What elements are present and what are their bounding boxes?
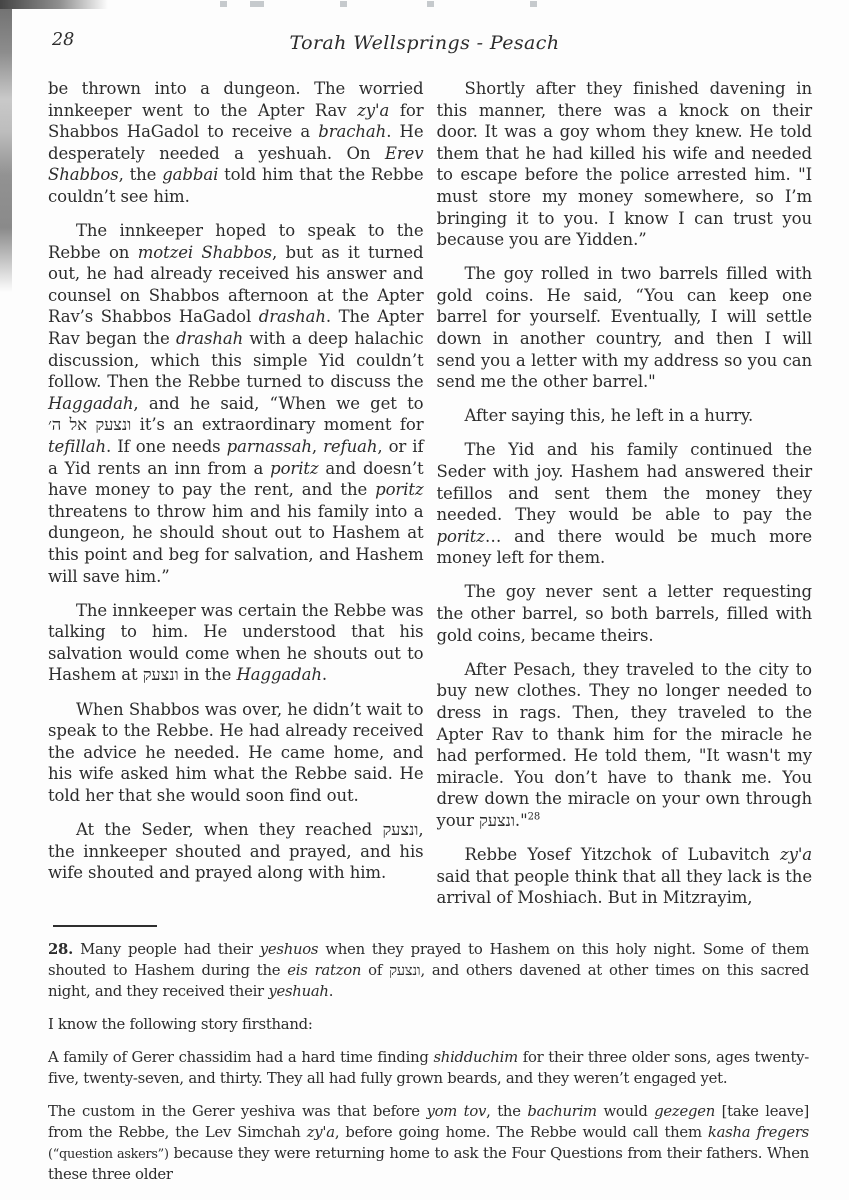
- hebrew-phrase: ונצעק: [382, 820, 419, 839]
- page-number: 28: [52, 30, 75, 50]
- paragraph: The innkeeper was certain the Rebbe was talking to him. He understood that his salvation would come when he shouts out to Hashem at ונצעק in the Haggadah.: [48, 600, 424, 685]
- page-title: Torah Wellsprings - Pesach: [289, 32, 560, 54]
- hebrew-phrase: ונצעק: [389, 962, 421, 980]
- footnote-reference: 28: [527, 811, 541, 823]
- paragraph: The Yid and his family continued the Seder with joy. Hashem had answered their tefillos and sent them the money they needed. They would be able to pay the poritz… and there would be much more money left for them.: [436, 440, 812, 568]
- paragraph: The goy rolled in two barrels filled with gold coins. He said, “You can keep one barrel for yourself. Eventually, I will settle down in another country, and then I will send you a letter with my address so you can send me the other barrel.": [436, 264, 812, 392]
- paragraph: The innkeeper hoped to speak to the Rebbe on motzei Shabbos, but as it turned out, he had already received his answer and counsel on Shabbos afternoon at the Apter Rav’s Shabbos HaGadol drashah. The Apter Rav began the drashah with a deep halachic discussion, which this simple Yid couldn’t follow. Then the Rebbe turned to discuss the Haggadah, and he said, “When we get to ונצעק אל ה׳ it’s an extraordinary moment for tefillah. If one needs parnassah, refuah, or if a Yid rents an inn from a poritz and doesn’t have money to pay the rent, and the poritz threatens to throw him and his family into a dungeon, he should shout out to Hashem at this point and beg for salvation, and Hashem will save him.”: [48, 221, 424, 586]
- hebrew-phrase: ונצעק אל ה׳: [48, 415, 132, 435]
- hebrew-phrase: ונצעק: [142, 665, 179, 685]
- paragraph: After Pesach, they traveled to the city to buy new clothes. They no longer needed to dress in rags. Then, they traveled to the Apter Rav to thank him for the miracle he had performed. He told them, "It wasn't my miracle. You don’t have to thank me. You drew down the miracle on your own through your ונצעק‎."$^{28}$: [436, 659, 812, 830]
- paragraph: At the Seder, when they reached ונצעק, the innkeeper shouted and prayed, and his wife shouted and prayed along with him.: [48, 820, 424, 883]
- page-header: [0, 0, 849, 60]
- footnote-paragraph: A family of Gerer chassidim had a hard time finding shidduchim for their three older sons, ages twenty-five, twenty-seven, and thirty. They all had fully grown beards, and they weren’t engaged yet.: [48, 1048, 809, 1087]
- footnote-paragraph: The custom in the Gerer yeshiva was that before yom tov, the bachurim would gezegen [take leave] from the Rebbe, the Lev Simchah zy'a, before going home. The Rebbe would call them kasha fregers (“question askers”) because they were returning home to ask the Four Questions from their fathers. When these three older: [48, 1102, 810, 1184]
- paragraph: be thrown into a dungeon. The worried innkeeper went to the Apter Rav zy'a for Shabbos HaGadol to receive a brachah. He desperately needed a yeshuah. On Erev Shabbos, the gabbai told him that the Rebbe couldn’t see him.: [48, 79, 424, 206]
- footnote-paragraph: 28. Many people had their yeshuos when they prayed to Hashem on this holy night. Some of them shouted to Hashem during the eis ratzon of ונצעק, and others davened at other times on this sacred night, and they received their yeshuah.: [48, 941, 809, 1001]
- column-left: [48, 78, 424, 896]
- paragraph: The goy never sent a letter requesting the other barrel, so both barrels, filled with gold coins, became theirs.: [436, 582, 812, 645]
- paragraph: When Shabbos was over, he didn’t wait to speak to the Rebbe. He had already received the advice he needed. He came home, and his wife asked him what the Rebbe said. He told her that she would soon find out.: [48, 699, 424, 805]
- footnote-paragraph: I know the following story firsthand:: [48, 1016, 313, 1033]
- hebrew-phrase: ונצעק: [479, 810, 515, 830]
- column-right: [437, 78, 813, 921]
- paragraph: Shortly after they finished davening in this manner, there was a knock on their door. It was a goy whom they knew. He told them that he had killed his wife and needed to escape before the police arrested him. "I must store my money somewhere, so I’m bringing it to you. I know I can trust you because you are Yidden.”: [436, 79, 812, 250]
- body-columns: [0, 78, 849, 921]
- footnotes-section: [0, 940, 849, 1186]
- paragraph: After saying this, he left in a hurry.: [464, 406, 754, 426]
- footnote-rule: [53, 925, 157, 927]
- paragraph: Rebbe Yosef Yitzchok of Lubavitch zy'a said that people think that all they lack is the arrival of Moshiach. But in Mitzrayim,: [436, 845, 812, 908]
